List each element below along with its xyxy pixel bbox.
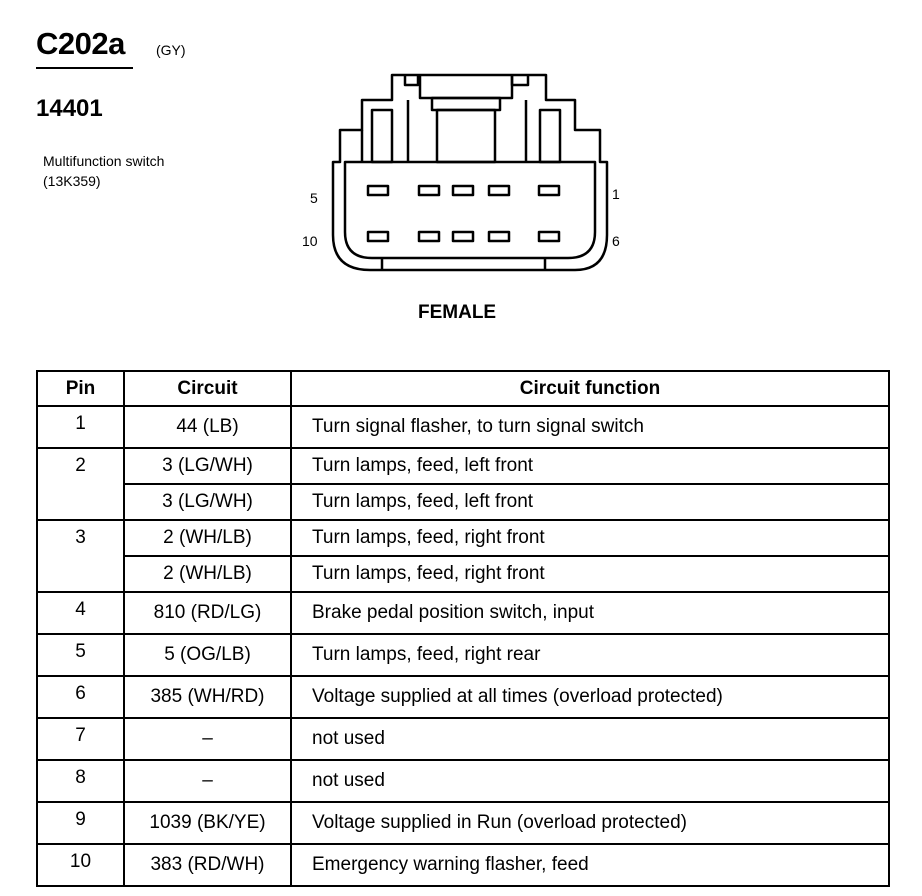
pin-cavity-5 [368,186,388,195]
circuit-cell: 1039 (BK/YE) [124,802,291,844]
table-row [37,676,889,718]
pin-number-cell: 7 [37,718,124,760]
circuit-function-cell: Turn lamps, feed, right rear [291,634,889,676]
table-row [37,484,889,520]
component-part-number: (13K359) [43,173,101,189]
component-name: Multifunction switch [43,153,165,169]
header-circuit: Circuit [124,371,291,406]
circuit-cell: – [124,760,291,802]
pinout-table [36,370,890,887]
connector-gender: FEMALE [418,302,497,323]
table-row [37,802,889,844]
table-body [37,406,889,886]
pin-cavity-10 [368,232,388,241]
pin-cavity-row-bottom [368,232,559,241]
circuit-cell: 3 (LG/WH) [124,448,291,484]
pin-label-top-right: 1 [612,186,620,202]
circuit-function-cell: Emergency warning flasher, feed [291,844,889,886]
table-row [37,406,889,448]
connector-bottom-key [382,258,545,270]
header-pin: Pin [37,371,124,406]
circuit-cell: – [124,718,291,760]
connector-inner-face [345,162,595,258]
pin-number-cell: 3 [37,520,124,592]
circuit-function-cell: Turn lamps, feed, right front [291,556,889,592]
pin-number-cell: 8 [37,760,124,802]
table-row [37,718,889,760]
pin-number-cell: 4 [37,592,124,634]
connector-notch-right [512,75,528,85]
table-header-row [37,371,889,406]
pin-number-cell: 6 [37,676,124,718]
pin-cavity-2 [489,186,509,195]
connector-notch-left [405,75,418,85]
circuit-cell: 385 (WH/RD) [124,676,291,718]
table-row [37,844,889,886]
part-number: 14401 [36,95,103,122]
circuit-function-cell: Voltage supplied at all times (overload protected) [291,676,889,718]
connector-rib-right-inner [540,110,560,162]
circuit-cell: 2 (WH/LB) [124,556,291,592]
pin-cavity-1 [539,186,559,195]
table-row [37,592,889,634]
pin-number-cell: 2 [37,448,124,520]
circuit-function-cell: Turn lamps, feed, right front [291,520,889,556]
pin-cavity-6 [539,232,559,241]
connector-code: C202a [36,26,125,61]
circuit-function-cell: Turn lamps, feed, left front [291,484,889,520]
table-row [37,634,889,676]
table-row [37,760,889,802]
table-row [37,520,889,556]
pin-label-bottom-right: 6 [612,233,620,249]
connector-face-diagram [0,0,922,300]
pin-number-cell: 5 [37,634,124,676]
circuit-cell: 5 (OG/LB) [124,634,291,676]
circuit-function-cell: Brake pedal position switch, input [291,592,889,634]
table-row [37,556,889,592]
pin-cavity-3 [453,186,473,195]
pin-cavity-8 [453,232,473,241]
circuit-cell: 383 (RD/WH) [124,844,291,886]
pin-cavity-4 [419,186,439,195]
pin-label-top-left: 5 [310,190,318,206]
connector-rib-left-inner [372,110,392,162]
circuit-cell: 810 (RD/LG) [124,592,291,634]
pin-number-cell: 9 [37,802,124,844]
header-circuit-function: Circuit function [291,371,889,406]
circuit-function-cell: Turn signal flasher, to turn signal switch [291,406,889,448]
circuit-function-cell: not used [291,718,889,760]
circuit-function-cell: Voltage supplied in Run (overload protected) [291,802,889,844]
pin-cavity-9 [419,232,439,241]
circuit-cell: 2 (WH/LB) [124,520,291,556]
pin-cavity-row-top [368,186,559,195]
connector-latch-tab [432,98,500,110]
circuit-cell: 44 (LB) [124,406,291,448]
connector-color-code: (GY) [156,42,186,58]
table-row [37,448,889,484]
pin-number-cell: 1 [37,406,124,448]
connector-latch [420,75,512,98]
pin-label-bottom-left: 10 [302,233,318,249]
connector-lock-window [437,110,495,162]
circuit-function-cell: not used [291,760,889,802]
circuit-cell: 3 (LG/WH) [124,484,291,520]
circuit-function-cell: Turn lamps, feed, left front [291,448,889,484]
pin-number-cell: 10 [37,844,124,886]
pin-cavity-7 [489,232,509,241]
